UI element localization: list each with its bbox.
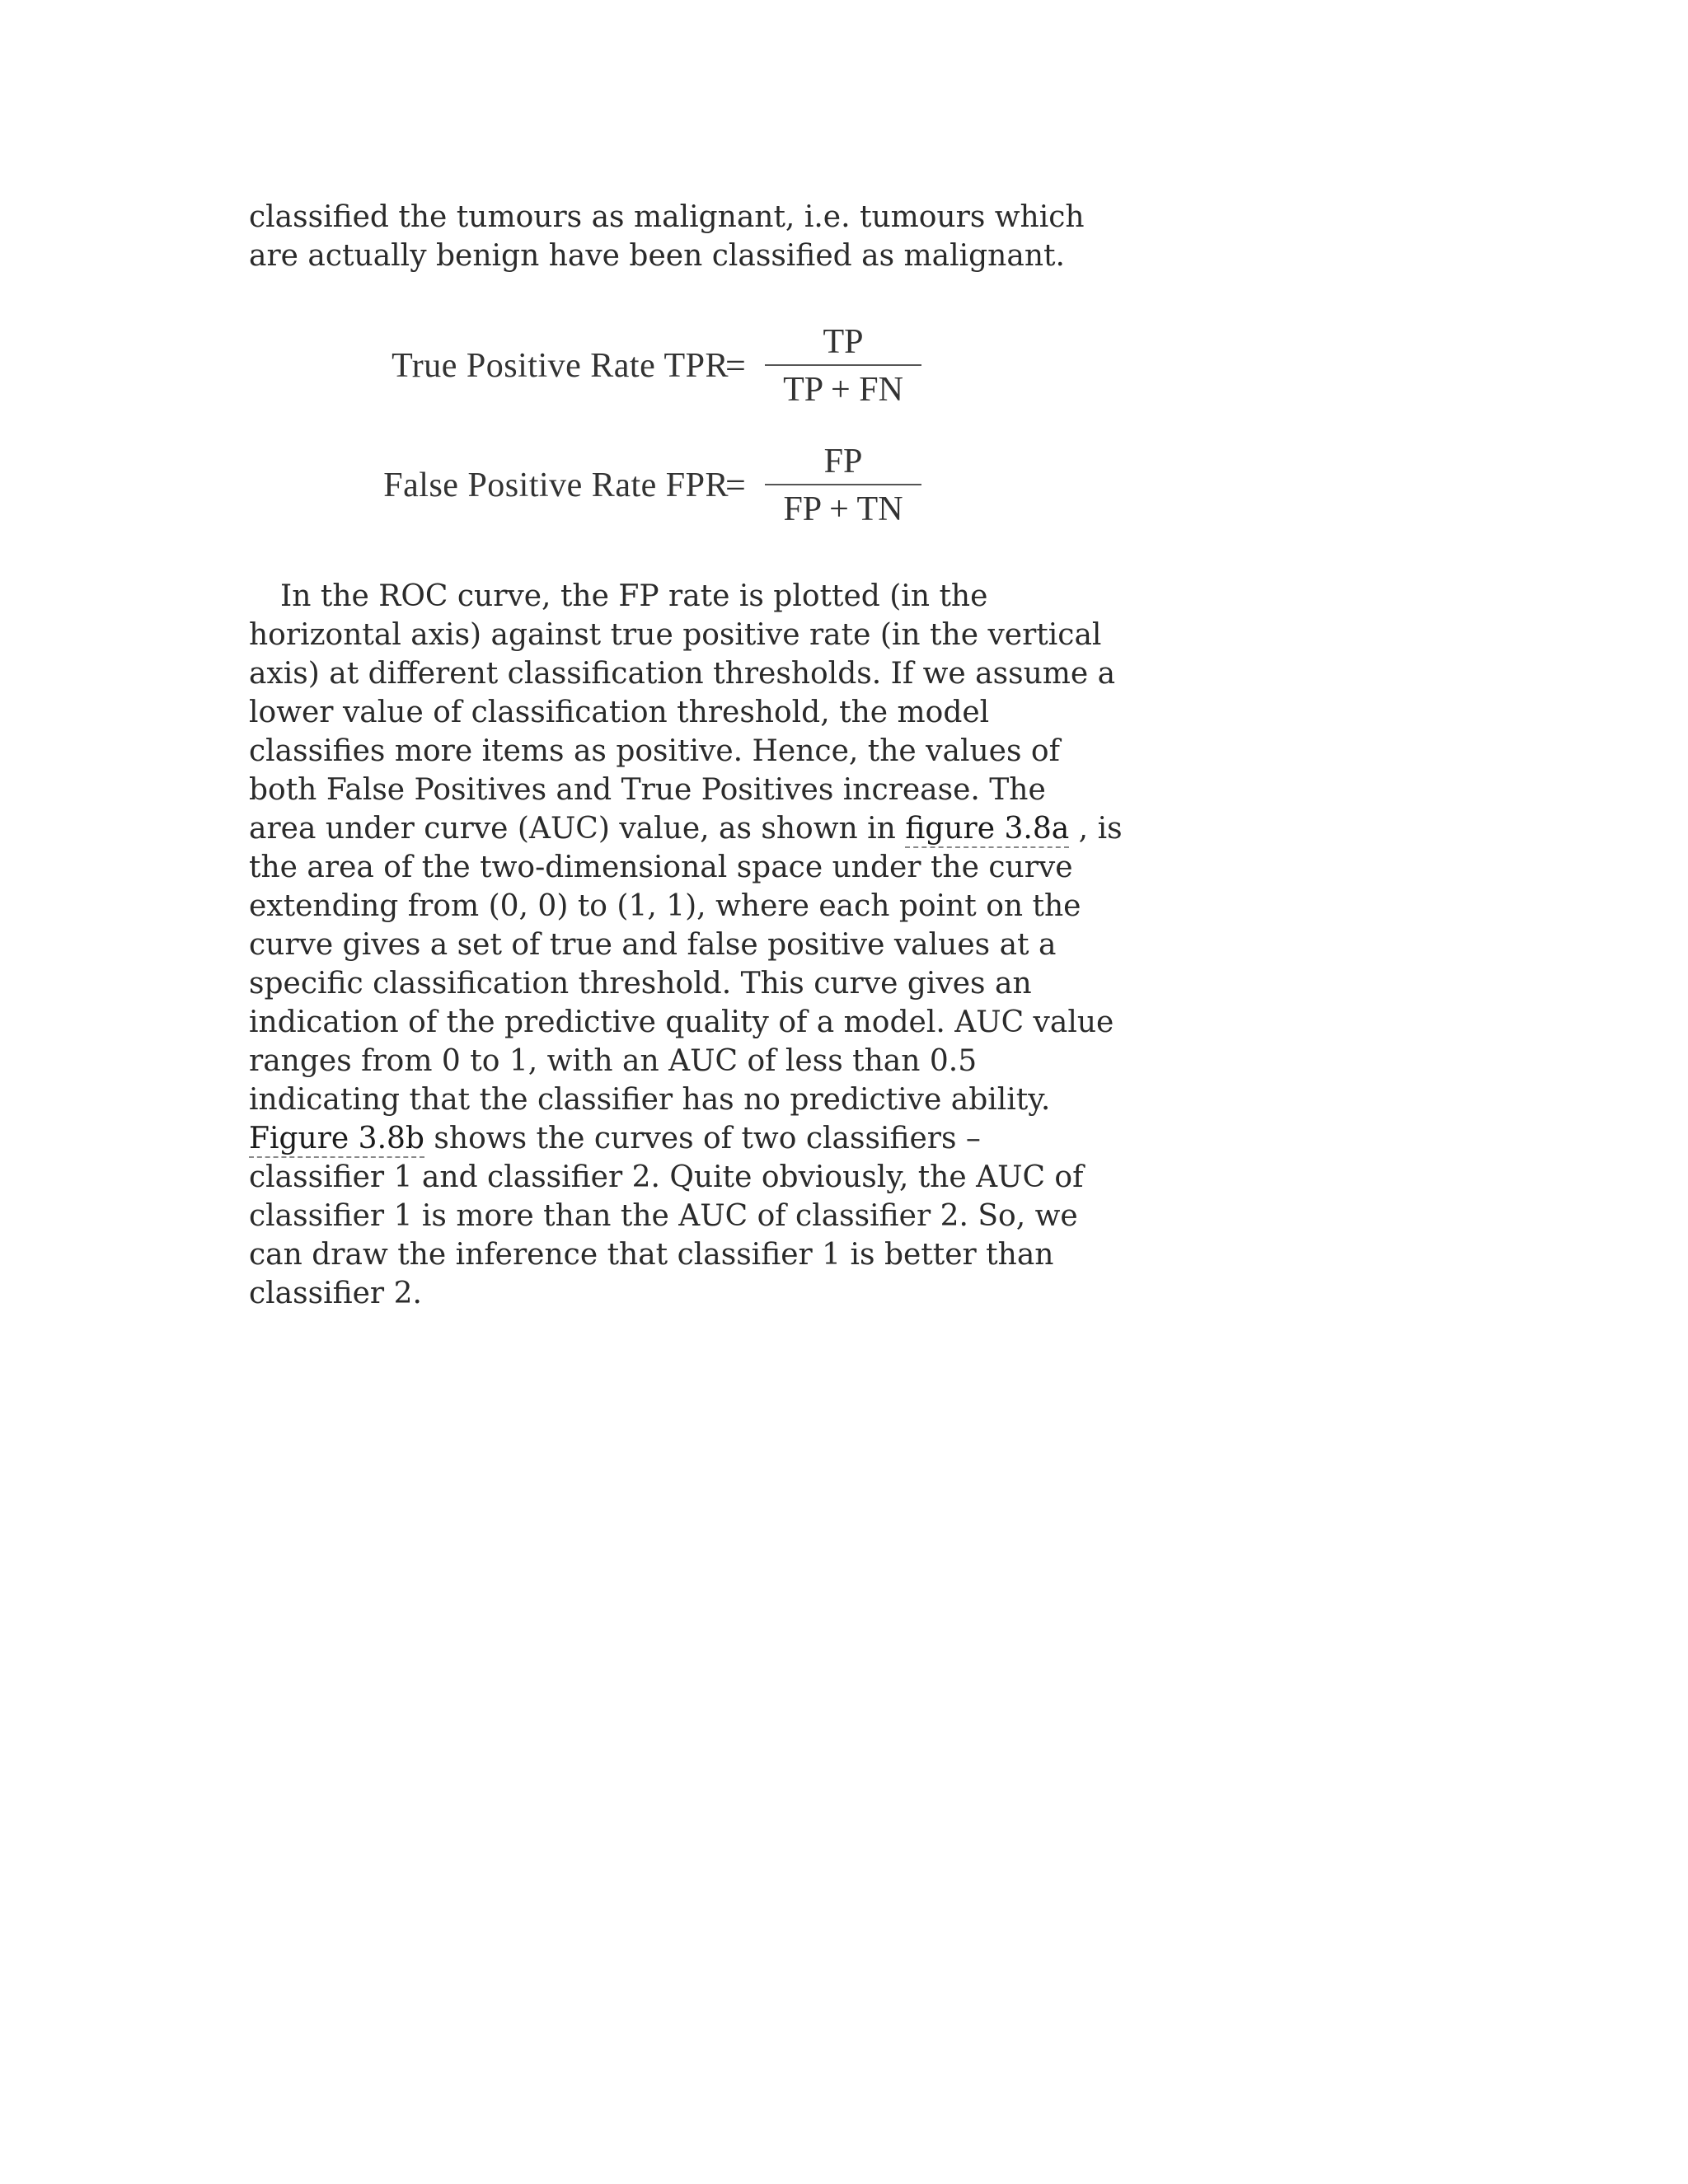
text-segment: , is (1069, 812, 1123, 846)
tpr-fraction (765, 321, 921, 410)
text-line: lower value of classification threshold, the model (249, 696, 990, 729)
figure-3-8a-link[interactable]: figure 3.8a (905, 812, 1069, 848)
text-line: classifier 1 and classifier 2. Quite obviously, the AUC of (249, 1160, 1084, 1194)
fraction-bar (765, 364, 921, 366)
text-line: are actually benign have been classified as malignant. (249, 239, 1065, 273)
equals-sign: = (725, 465, 746, 505)
tpr-formula (0, 321, 1688, 420)
text-line (249, 809, 1123, 848)
equals-sign: = (725, 345, 746, 386)
text-line: indicating that the classifier has no predictive ability. (249, 1083, 1051, 1117)
text-segment: shows the curves of two classifiers – (424, 1122, 981, 1155)
fpr-numerator: FP (823, 443, 863, 480)
text-line: the area of the two-dimensional space under the curve (249, 851, 1073, 884)
fpr-formula (0, 441, 1688, 540)
fpr-fraction (765, 441, 921, 530)
text-line: both False Positives and True Positives increase. The (249, 773, 1046, 807)
tpr-label: True Positive Rate TPR (392, 347, 729, 385)
text-line: curve gives a set of true and false positive values at a (249, 928, 1057, 962)
text-line: extending from (0, 0) to (1, 1), where each point on the (249, 889, 1081, 923)
text-line: classified the tumours as malignant, i.e. tumours which (249, 200, 1085, 234)
text-line: specific classification threshold. This curve gives an (249, 967, 1032, 1001)
text-line: can draw the inference that classifier 1 is better than (249, 1238, 1054, 1272)
text-line: In the ROC curve, the FP rate is plotted (in the (280, 579, 988, 613)
text-line: classifier 1 is more than the AUC of classifier 2. So, we (249, 1199, 1078, 1233)
text-line: indication of the predictive quality of a model. AUC value (249, 1005, 1114, 1039)
fpr-denominator: FP + TN (783, 490, 903, 528)
text-segment: area under curve (AUC) value, as shown in (249, 812, 906, 846)
roc-paragraph (249, 577, 1123, 1313)
text-line: classifier 2. (249, 1277, 422, 1310)
tpr-numerator: TP (823, 323, 864, 361)
text-line: horizontal axis) against true positive rate (in the vertical (249, 618, 1102, 652)
text-line: classifies more items as positive. Hence, the values of (249, 734, 1060, 768)
fraction-bar (765, 484, 921, 485)
text-line (249, 1119, 1048, 1158)
tpr-denominator: TP + FN (783, 371, 903, 409)
text-line: axis) at different classification thresholds. If we assume a (249, 657, 1116, 691)
figure-3-8b-link[interactable]: Figure 3.8b (249, 1122, 424, 1158)
intro-paragraph (249, 198, 1085, 275)
fpr-label: False Positive Rate FPR (383, 466, 729, 504)
text-line: ranges from 0 to 1, with an AUC of less than 0.5 (249, 1044, 978, 1078)
